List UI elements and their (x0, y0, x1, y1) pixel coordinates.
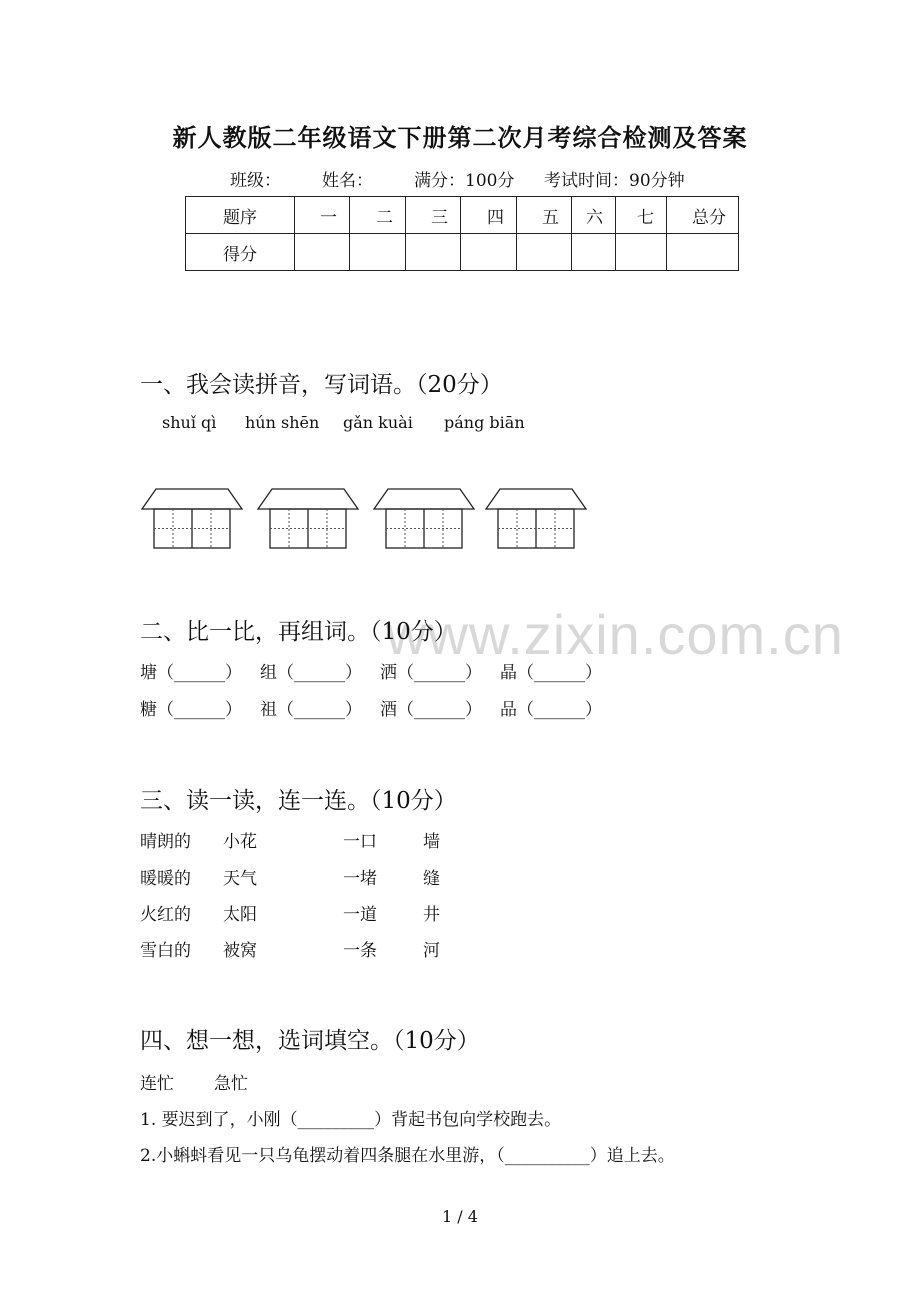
name-label: 姓名： (322, 171, 373, 191)
compare-item[interactable]: 祖（______） (260, 700, 362, 720)
compare-item[interactable]: 糖（______） (140, 700, 242, 720)
score-cell[interactable] (350, 234, 406, 271)
score-col-total: 总分 (667, 197, 739, 234)
writing-grids (138, 486, 590, 552)
compare-item[interactable]: 酒（______） (380, 700, 482, 720)
compare-item[interactable]: 品（______） (500, 700, 602, 720)
match-measure[interactable]: 一条 (343, 941, 377, 961)
compare-item[interactable]: 塘（______） (140, 663, 242, 683)
score-cell[interactable] (572, 234, 616, 271)
word-choice: 连忙 (140, 1074, 174, 1094)
score-cell[interactable] (295, 234, 350, 271)
score-cell[interactable] (667, 234, 739, 271)
match-measure[interactable]: 一堵 (343, 869, 377, 889)
writing-grid-house[interactable] (258, 489, 358, 548)
writing-grid-house[interactable] (486, 489, 586, 548)
score-cell[interactable] (461, 234, 517, 271)
match-adjective[interactable]: 暖暖的 (140, 869, 191, 889)
watermark: www.zixin.com.cn (386, 603, 844, 666)
pinyin-4: páng biān (444, 413, 525, 432)
fill-question-2[interactable]: 2.小蝌蚪看见一只乌龟摆动着四条腿在水里游，（__________）追上去。 (140, 1146, 675, 1166)
pinyin-1: shuǐ qì (162, 413, 217, 432)
score-col-1: 一 (295, 197, 350, 234)
section2-heading: 二、比一比，再组词。（10分） (140, 619, 457, 645)
match-adjective[interactable]: 晴朗的 (140, 832, 191, 852)
writing-grid-house[interactable] (142, 489, 242, 548)
writing-grid-house[interactable] (374, 489, 474, 548)
page-title: 新人教版二年级语文下册第二次月考综合检测及答案 (172, 123, 748, 152)
section4-heading: 四、想一想，选词填空。（10分） (140, 1028, 480, 1054)
match-adjective[interactable]: 火红的 (140, 905, 191, 925)
match-object[interactable]: 墙 (423, 832, 440, 852)
full-score-label: 满分：100分 (414, 171, 515, 191)
exam-time-label: 考试时间：90分钟 (544, 171, 685, 191)
match-adjective[interactable]: 雪白的 (140, 941, 191, 961)
page-number: 1 / 4 (442, 1207, 478, 1226)
match-noun[interactable]: 太阳 (223, 905, 257, 925)
word-choice: 急忙 (214, 1074, 248, 1094)
score-table-row-label: 得分 (186, 234, 295, 271)
score-cell[interactable] (616, 234, 667, 271)
match-object[interactable]: 河 (423, 941, 440, 961)
score-cell[interactable] (517, 234, 572, 271)
score-table (185, 196, 739, 271)
match-object[interactable]: 缝 (423, 869, 440, 889)
score-table-score-row (186, 234, 739, 271)
score-col-6: 六 (572, 197, 616, 234)
score-col-7: 七 (616, 197, 667, 234)
compare-item[interactable]: 晶（______） (500, 663, 602, 683)
class-label: 班级： (230, 171, 281, 191)
match-object[interactable]: 井 (423, 905, 440, 925)
compare-item[interactable]: 洒（______） (380, 663, 482, 683)
score-col-4: 四 (461, 197, 517, 234)
section1-heading: 一、我会读拼音，写词语。（20分） (140, 372, 503, 398)
match-noun[interactable]: 天气 (223, 869, 257, 889)
compare-item[interactable]: 组（______） (260, 663, 362, 683)
pinyin-2: hún shēn (245, 413, 320, 432)
score-col-3: 三 (406, 197, 461, 234)
match-measure[interactable]: 一道 (343, 905, 377, 925)
section3-heading: 三、读一读，连一连。（10分） (140, 788, 457, 814)
score-table-header-label: 题序 (186, 197, 295, 234)
match-noun[interactable]: 小花 (223, 832, 257, 852)
score-col-5: 五 (517, 197, 572, 234)
score-table-header-row (186, 197, 739, 234)
score-col-2: 二 (350, 197, 406, 234)
fill-question-1[interactable]: 1. 要迟到了，小刚（_________）背起书包向学校跑去。 (140, 1110, 562, 1130)
match-measure[interactable]: 一口 (343, 832, 377, 852)
match-noun[interactable]: 被窝 (223, 941, 257, 961)
pinyin-3: gǎn kuài (343, 413, 413, 432)
score-cell[interactable] (406, 234, 461, 271)
